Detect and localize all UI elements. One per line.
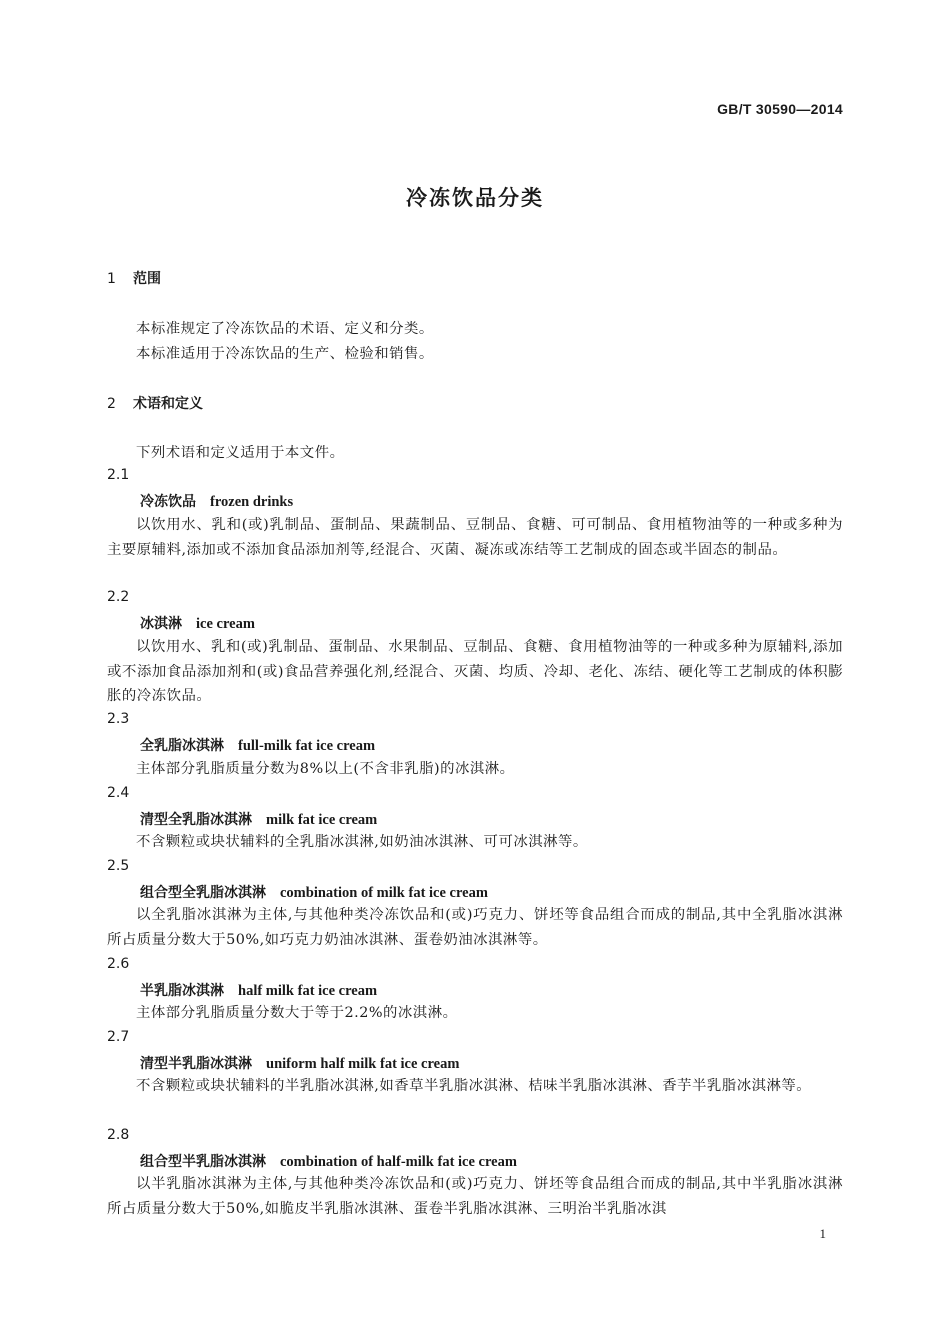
term-definition: 不含颗粒或块状辅料的全乳脂冰淇淋,如奶油冰淇淋、可可冰淇淋等。 <box>136 834 588 850</box>
clause-number: 2.7 <box>107 1029 130 1045</box>
term-heading <box>140 735 375 755</box>
term-definition: 以饮用水、乳和(或)乳制品、蛋制品、水果制品、豆制品、食糖、食用植物油等的一种或多种为原辅料,添加或不添加食品添加剂和(或)食品营养强化剂,经混合、灭菌、均质、冷却、老化、冻结、硬化等工艺制成的体积膨胀的冷冻饮品。 <box>107 639 843 704</box>
scope-paragraph-2: 本标准适用于冷冻饮品的生产、检验和销售。 <box>136 346 434 362</box>
section-1-heading <box>107 268 161 288</box>
term-zh: 全乳脂冰淇淋 <box>140 738 224 754</box>
document-title: 冷冻饮品分类 <box>406 186 544 210</box>
term-heading <box>140 1053 459 1073</box>
clause-number: 2.1 <box>107 467 130 483</box>
section-title: 范围 <box>133 271 161 287</box>
term-en: half milk fat ice cream <box>238 983 378 999</box>
term-definition: 主体部分乳脂质量分数大于等于2.2%的冰淇淋。 <box>136 1005 458 1021</box>
term-heading <box>140 980 377 1000</box>
term-definition: 主体部分乳脂质量分数为8%以上(不含非乳脂)的冰淇淋。 <box>136 761 515 777</box>
clause-number: 2.8 <box>107 1127 130 1143</box>
section-2-heading <box>107 393 203 413</box>
clause-number: 2.5 <box>107 858 130 874</box>
term-en: frozen drinks <box>210 494 294 510</box>
term-zh: 半乳脂冰淇淋 <box>140 983 224 999</box>
term-heading <box>140 613 255 633</box>
term-zh: 清型半乳脂冰淇淋 <box>140 1056 252 1072</box>
term-en: uniform half milk fat ice cream <box>266 1056 460 1072</box>
term-zh: 冷冻饮品 <box>140 494 196 510</box>
term-definition: 以半乳脂冰淇淋为主体,与其他种类冷冻饮品和(或)巧克力、饼坯等食品组合而成的制品,其中半乳脂冰淇淋所占质量分数大于50%,如脆皮半乳脂冰淇淋、蛋卷半乳脂冰淇淋、三明治半乳脂冰淇 <box>107 1176 843 1217</box>
clause-number: 2.3 <box>107 711 130 727</box>
term-heading <box>140 1151 517 1171</box>
term-heading <box>140 809 377 829</box>
clause-number: 2.6 <box>107 956 130 972</box>
term-en: full-milk fat ice cream <box>238 738 376 754</box>
section-number: 1 <box>107 271 116 287</box>
section-number: 2 <box>107 396 116 412</box>
clause-number: 2.2 <box>107 589 130 605</box>
page-number: 1 <box>819 1226 826 1241</box>
term-en: combination of milk fat ice cream <box>280 885 488 901</box>
term-definition: 以饮用水、乳和(或)乳制品、蛋制品、果蔬制品、豆制品、食糖、可可制品、食用植物油等的一种或多种为主要原辅料,添加或不添加食品添加剂等,经混合、灭菌、凝冻或冻结等工艺制成的固态或半固态的制品。 <box>107 517 843 558</box>
section-title: 术语和定义 <box>133 396 203 412</box>
term-heading <box>140 491 293 511</box>
terms-intro: 下列术语和定义适用于本文件。 <box>136 445 345 461</box>
term-zh: 冰淇淋 <box>140 616 182 632</box>
term-heading <box>140 882 488 902</box>
scope-paragraph-1: 本标准规定了冷冻饮品的术语、定义和分类。 <box>136 321 434 337</box>
term-en: ice cream <box>196 616 255 632</box>
standard-code: GB/T 30590—2014 <box>717 101 843 117</box>
term-zh: 清型全乳脂冰淇淋 <box>140 812 252 828</box>
term-zh: 组合型半乳脂冰淇淋 <box>140 1154 266 1170</box>
term-definition: 以全乳脂冰淇淋为主体,与其他种类冷冻饮品和(或)巧克力、饼坯等食品组合而成的制品,其中全乳脂冰淇淋所占质量分数大于50%,如巧克力奶油冰淇淋、蛋卷奶油冰淇淋等。 <box>107 907 843 948</box>
term-definition: 不含颗粒或块状辅料的半乳脂冰淇淋,如香草半乳脂冰淇淋、桔味半乳脂冰淇淋、香芋半乳脂冰淇淋等。 <box>136 1078 812 1094</box>
clause-number: 2.4 <box>107 785 130 801</box>
term-zh: 组合型全乳脂冰淇淋 <box>140 885 266 901</box>
term-en: milk fat ice cream <box>266 812 378 828</box>
term-en: combination of half-milk fat ice cream <box>280 1154 517 1170</box>
